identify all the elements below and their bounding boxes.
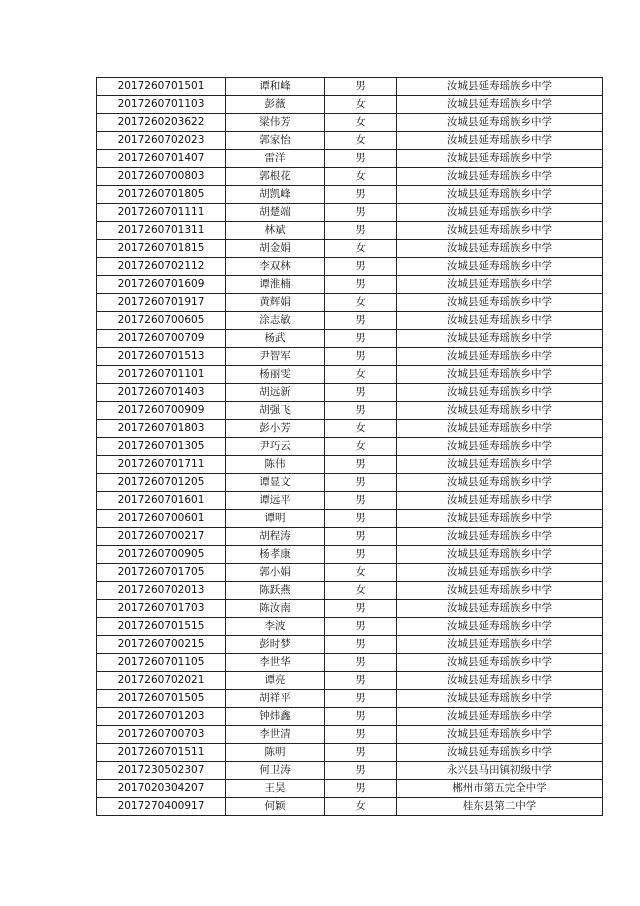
- gender-cell: 男: [325, 510, 397, 528]
- table-row: [97, 114, 603, 132]
- table-row: [97, 762, 603, 780]
- school-cell: 汝城县延寿瑶族乡中学: [397, 690, 603, 708]
- table-row: [97, 600, 603, 618]
- school-cell: 郴州市第五完全中学: [397, 780, 603, 798]
- name-cell: 彭薇: [226, 96, 325, 114]
- school-cell: 汝城县延寿瑶族乡中学: [397, 222, 603, 240]
- table-row: [97, 708, 603, 726]
- candidate-id-cell: 2017260701111: [97, 204, 226, 222]
- name-cell: 胡强飞: [226, 402, 325, 420]
- name-cell: 谭和峰: [226, 78, 325, 96]
- name-cell: 彭时梦: [226, 636, 325, 654]
- name-cell: 胡远新: [226, 384, 325, 402]
- table-row: [97, 546, 603, 564]
- school-cell: 汝城县延寿瑶族乡中学: [397, 276, 603, 294]
- school-cell: 汝城县延寿瑶族乡中学: [397, 492, 603, 510]
- table-row: [97, 276, 603, 294]
- gender-cell: 男: [325, 546, 397, 564]
- school-cell: 汝城县延寿瑶族乡中学: [397, 384, 603, 402]
- gender-cell: 男: [325, 186, 397, 204]
- name-cell: 钟炜鑫: [226, 708, 325, 726]
- table-row: [97, 618, 603, 636]
- candidate-id-cell: 2017260701803: [97, 420, 226, 438]
- candidate-id-cell: 2017260700709: [97, 330, 226, 348]
- candidate-id-cell: 2017260700605: [97, 312, 226, 330]
- school-cell: 汝城县延寿瑶族乡中学: [397, 528, 603, 546]
- candidate-id-cell: 2017260701407: [97, 150, 226, 168]
- roster-table: [96, 77, 603, 816]
- name-cell: 谭亮: [226, 672, 325, 690]
- name-cell: 黄辉娟: [226, 294, 325, 312]
- gender-cell: 女: [325, 420, 397, 438]
- gender-cell: 男: [325, 690, 397, 708]
- table-row: [97, 186, 603, 204]
- gender-cell: 男: [325, 762, 397, 780]
- candidate-id-cell: 2017260701515: [97, 618, 226, 636]
- gender-cell: 女: [325, 582, 397, 600]
- roster-body: [97, 78, 603, 816]
- table-row: [97, 222, 603, 240]
- name-cell: 何卫涛: [226, 762, 325, 780]
- gender-cell: 女: [325, 564, 397, 582]
- school-cell: 桂东县第二中学: [397, 798, 603, 816]
- table-row: [97, 798, 603, 816]
- school-cell: 汝城县延寿瑶族乡中学: [397, 114, 603, 132]
- name-cell: 李双林: [226, 258, 325, 276]
- gender-cell: 男: [325, 528, 397, 546]
- school-cell: 汝城县延寿瑶族乡中学: [397, 510, 603, 528]
- school-cell: 汝城县延寿瑶族乡中学: [397, 168, 603, 186]
- name-cell: 谭远平: [226, 492, 325, 510]
- school-cell: 汝城县延寿瑶族乡中学: [397, 564, 603, 582]
- school-cell: 汝城县延寿瑶族乡中学: [397, 438, 603, 456]
- gender-cell: 男: [325, 600, 397, 618]
- school-cell: 汝城县延寿瑶族乡中学: [397, 204, 603, 222]
- school-cell: 汝城县延寿瑶族乡中学: [397, 132, 603, 150]
- name-cell: 彭小芳: [226, 420, 325, 438]
- school-cell: 汝城县延寿瑶族乡中学: [397, 672, 603, 690]
- name-cell: 杨武: [226, 330, 325, 348]
- gender-cell: 男: [325, 204, 397, 222]
- candidate-id-cell: 2017260701703: [97, 600, 226, 618]
- gender-cell: 女: [325, 798, 397, 816]
- gender-cell: 男: [325, 672, 397, 690]
- name-cell: 杨孝康: [226, 546, 325, 564]
- candidate-id-cell: 2017260701711: [97, 456, 226, 474]
- gender-cell: 男: [325, 636, 397, 654]
- candidate-id-cell: 2017020304207: [97, 780, 226, 798]
- name-cell: 李波: [226, 618, 325, 636]
- name-cell: 胡楚端: [226, 204, 325, 222]
- gender-cell: 男: [325, 744, 397, 762]
- gender-cell: 男: [325, 150, 397, 168]
- gender-cell: 男: [325, 402, 397, 420]
- table-row: [97, 348, 603, 366]
- gender-cell: 男: [325, 780, 397, 798]
- school-cell: 汝城县延寿瑶族乡中学: [397, 636, 603, 654]
- table-row: [97, 456, 603, 474]
- table-row: [97, 564, 603, 582]
- candidate-id-cell: 2017270400917: [97, 798, 226, 816]
- candidate-id-cell: 2017260700905: [97, 546, 226, 564]
- name-cell: 谭淮楠: [226, 276, 325, 294]
- name-cell: 郭家怡: [226, 132, 325, 150]
- name-cell: 陈伟: [226, 456, 325, 474]
- name-cell: 陈明: [226, 744, 325, 762]
- name-cell: 何颖: [226, 798, 325, 816]
- school-cell: 汝城县延寿瑶族乡中学: [397, 312, 603, 330]
- table-row: [97, 780, 603, 798]
- candidate-id-cell: 2017260700909: [97, 402, 226, 420]
- name-cell: 胡程涛: [226, 528, 325, 546]
- candidate-id-cell: 2017260701917: [97, 294, 226, 312]
- candidate-id-cell: 2017260702023: [97, 132, 226, 150]
- table-row: [97, 582, 603, 600]
- school-cell: 汝城县延寿瑶族乡中学: [397, 456, 603, 474]
- gender-cell: 男: [325, 276, 397, 294]
- candidate-id-cell: 2017230502307: [97, 762, 226, 780]
- candidate-id-cell: 2017260701609: [97, 276, 226, 294]
- name-cell: 涂志敏: [226, 312, 325, 330]
- table-row: [97, 636, 603, 654]
- school-cell: 汝城县延寿瑶族乡中学: [397, 726, 603, 744]
- gender-cell: 男: [325, 708, 397, 726]
- gender-cell: 男: [325, 474, 397, 492]
- name-cell: 胡金娟: [226, 240, 325, 258]
- table-row: [97, 438, 603, 456]
- school-cell: 汝城县延寿瑶族乡中学: [397, 618, 603, 636]
- gender-cell: 男: [325, 330, 397, 348]
- candidate-id-cell: 2017260702013: [97, 582, 226, 600]
- candidate-id-cell: 2017260701101: [97, 366, 226, 384]
- school-cell: 汝城县延寿瑶族乡中学: [397, 546, 603, 564]
- school-cell: 汝城县延寿瑶族乡中学: [397, 258, 603, 276]
- name-cell: 陈汝南: [226, 600, 325, 618]
- table-row: [97, 492, 603, 510]
- table-row: [97, 672, 603, 690]
- name-cell: 谭显文: [226, 474, 325, 492]
- candidate-id-cell: 2017260203622: [97, 114, 226, 132]
- table-row: [97, 258, 603, 276]
- name-cell: 李世华: [226, 654, 325, 672]
- name-cell: 雷洋: [226, 150, 325, 168]
- candidate-id-cell: 2017260701505: [97, 690, 226, 708]
- name-cell: 杨丽雯: [226, 366, 325, 384]
- gender-cell: 男: [325, 726, 397, 744]
- gender-cell: 女: [325, 438, 397, 456]
- candidate-id-cell: 2017260701403: [97, 384, 226, 402]
- school-cell: 汝城县延寿瑶族乡中学: [397, 600, 603, 618]
- school-cell: 汝城县延寿瑶族乡中学: [397, 186, 603, 204]
- gender-cell: 女: [325, 96, 397, 114]
- gender-cell: 女: [325, 240, 397, 258]
- table-row: [97, 420, 603, 438]
- roster-sheet: [96, 77, 602, 816]
- candidate-id-cell: 2017260700217: [97, 528, 226, 546]
- gender-cell: 男: [325, 618, 397, 636]
- table-row: [97, 294, 603, 312]
- school-cell: 汝城县延寿瑶族乡中学: [397, 402, 603, 420]
- table-row: [97, 528, 603, 546]
- table-row: [97, 330, 603, 348]
- candidate-id-cell: 2017260701513: [97, 348, 226, 366]
- candidate-id-cell: 2017260702021: [97, 672, 226, 690]
- table-row: [97, 474, 603, 492]
- school-cell: 汝城县延寿瑶族乡中学: [397, 420, 603, 438]
- school-cell: 汝城县延寿瑶族乡中学: [397, 330, 603, 348]
- candidate-id-cell: 2017260700803: [97, 168, 226, 186]
- gender-cell: 女: [325, 114, 397, 132]
- school-cell: 汝城县延寿瑶族乡中学: [397, 240, 603, 258]
- name-cell: 郭根花: [226, 168, 325, 186]
- table-row: [97, 240, 603, 258]
- name-cell: 胡凯峰: [226, 186, 325, 204]
- candidate-id-cell: 2017260701311: [97, 222, 226, 240]
- gender-cell: 女: [325, 294, 397, 312]
- school-cell: 汝城县延寿瑶族乡中学: [397, 474, 603, 492]
- candidate-id-cell: 2017260701601: [97, 492, 226, 510]
- table-row: [97, 384, 603, 402]
- candidate-id-cell: 2017260701511: [97, 744, 226, 762]
- table-row: [97, 150, 603, 168]
- candidate-id-cell: 2017260701205: [97, 474, 226, 492]
- table-row: [97, 744, 603, 762]
- table-row: [97, 690, 603, 708]
- candidate-id-cell: 2017260702112: [97, 258, 226, 276]
- candidate-id-cell: 2017260701705: [97, 564, 226, 582]
- table-row: [97, 510, 603, 528]
- candidate-id-cell: 2017260701105: [97, 654, 226, 672]
- table-row: [97, 654, 603, 672]
- gender-cell: 男: [325, 348, 397, 366]
- school-cell: 汝城县延寿瑶族乡中学: [397, 582, 603, 600]
- school-cell: 永兴县马田镇初级中学: [397, 762, 603, 780]
- table-row: [97, 168, 603, 186]
- name-cell: 梁伟芳: [226, 114, 325, 132]
- name-cell: 陈跃燕: [226, 582, 325, 600]
- school-cell: 汝城县延寿瑶族乡中学: [397, 366, 603, 384]
- table-row: [97, 204, 603, 222]
- name-cell: 尹巧云: [226, 438, 325, 456]
- gender-cell: 男: [325, 222, 397, 240]
- school-cell: 汝城县延寿瑶族乡中学: [397, 78, 603, 96]
- school-cell: 汝城县延寿瑶族乡中学: [397, 348, 603, 366]
- name-cell: 李世清: [226, 726, 325, 744]
- gender-cell: 男: [325, 258, 397, 276]
- gender-cell: 女: [325, 366, 397, 384]
- school-cell: 汝城县延寿瑶族乡中学: [397, 708, 603, 726]
- candidate-id-cell: 2017260700215: [97, 636, 226, 654]
- candidate-id-cell: 2017260700601: [97, 510, 226, 528]
- candidate-id-cell: 2017260700703: [97, 726, 226, 744]
- school-cell: 汝城县延寿瑶族乡中学: [397, 744, 603, 762]
- gender-cell: 男: [325, 78, 397, 96]
- candidate-id-cell: 2017260701203: [97, 708, 226, 726]
- candidate-id-cell: 2017260701805: [97, 186, 226, 204]
- name-cell: 郭小娟: [226, 564, 325, 582]
- gender-cell: 女: [325, 132, 397, 150]
- table-row: [97, 132, 603, 150]
- table-row: [97, 366, 603, 384]
- table-row: [97, 96, 603, 114]
- candidate-id-cell: 2017260701501: [97, 78, 226, 96]
- candidate-id-cell: 2017260701815: [97, 240, 226, 258]
- candidate-id-cell: 2017260701103: [97, 96, 226, 114]
- table-row: [97, 312, 603, 330]
- name-cell: 胡祥平: [226, 690, 325, 708]
- candidate-id-cell: 2017260701305: [97, 438, 226, 456]
- gender-cell: 男: [325, 492, 397, 510]
- school-cell: 汝城县延寿瑶族乡中学: [397, 294, 603, 312]
- gender-cell: 男: [325, 654, 397, 672]
- gender-cell: 男: [325, 312, 397, 330]
- table-row: [97, 402, 603, 420]
- school-cell: 汝城县延寿瑶族乡中学: [397, 150, 603, 168]
- name-cell: 林斌: [226, 222, 325, 240]
- school-cell: 汝城县延寿瑶族乡中学: [397, 654, 603, 672]
- table-row: [97, 78, 603, 96]
- school-cell: 汝城县延寿瑶族乡中学: [397, 96, 603, 114]
- gender-cell: 女: [325, 168, 397, 186]
- gender-cell: 男: [325, 456, 397, 474]
- name-cell: 王昊: [226, 780, 325, 798]
- name-cell: 尹智军: [226, 348, 325, 366]
- name-cell: 谭明: [226, 510, 325, 528]
- gender-cell: 男: [325, 384, 397, 402]
- table-row: [97, 726, 603, 744]
